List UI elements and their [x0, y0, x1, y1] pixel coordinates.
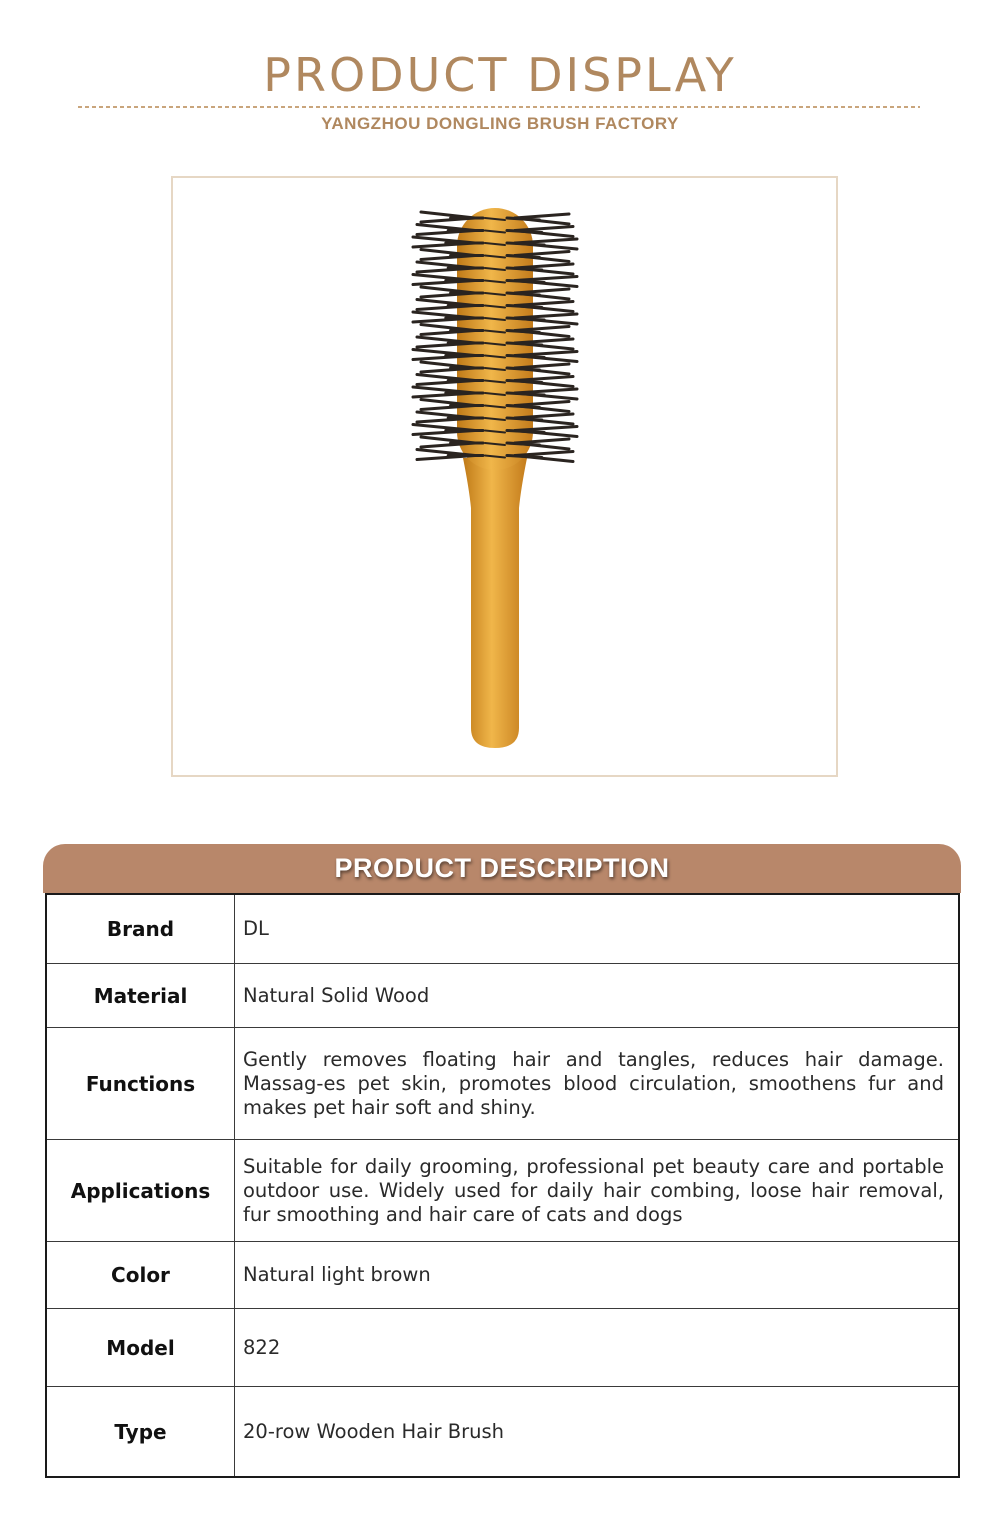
- column-divider: [234, 1387, 235, 1476]
- factory-subtitle: YANGZHOU DONGLING BRUSH FACTORY: [321, 114, 679, 133]
- table-row-functions: [47, 1028, 958, 1140]
- product-description-title: PRODUCT DESCRIPTION: [334, 853, 670, 883]
- spec-value: 822: [243, 1335, 281, 1359]
- spec-label: Functions: [85, 1071, 196, 1096]
- table-row-material: [47, 964, 958, 1028]
- spec-value: DL: [243, 917, 269, 940]
- spec-table: [45, 893, 960, 1478]
- round-wooden-hair-brush-icon: [173, 178, 836, 775]
- table-row-model: [47, 1309, 958, 1387]
- column-divider: [234, 1140, 235, 1241]
- column-divider: [234, 1309, 235, 1386]
- page-title: PRODUCT DISPLAY: [263, 48, 737, 102]
- column-divider: [234, 895, 235, 963]
- spec-value: 20-row Wooden Hair Brush: [243, 1419, 504, 1443]
- spec-label: Type: [114, 1419, 167, 1444]
- spec-label: Color: [111, 1263, 170, 1287]
- spec-value: Natural Solid Wood: [243, 983, 430, 1007]
- column-divider: [234, 964, 235, 1027]
- spec-label: Material: [93, 983, 188, 1008]
- spec-value: Natural light brown: [243, 1263, 431, 1286]
- table-row-type: [47, 1387, 958, 1476]
- title-divider: [78, 104, 920, 110]
- spec-value: Gently removes floating hair and tangles, reduces hair damage. Massag-es pet skin, promotes blood circulation, smoothens fur and makes pet hair soft and shiny.: [243, 1047, 944, 1119]
- spec-label: Model: [106, 1335, 175, 1360]
- table-row-color: [47, 1242, 958, 1309]
- product-photo-frame: [171, 176, 838, 777]
- spec-label: Brand: [106, 917, 175, 941]
- column-divider: [234, 1242, 235, 1308]
- spec-label: Applications: [70, 1178, 211, 1203]
- table-row-brand: [47, 895, 958, 964]
- column-divider: [234, 1028, 235, 1139]
- spec-value: Suitable for daily grooming, professional pet beauty care and portable outdoor use. Widely used for daily hair combing, loose hair removal, fur smoothing and hair care of cats and dogs: [243, 1154, 944, 1226]
- table-row-applications: [47, 1140, 958, 1242]
- product-description-header: [43, 844, 961, 893]
